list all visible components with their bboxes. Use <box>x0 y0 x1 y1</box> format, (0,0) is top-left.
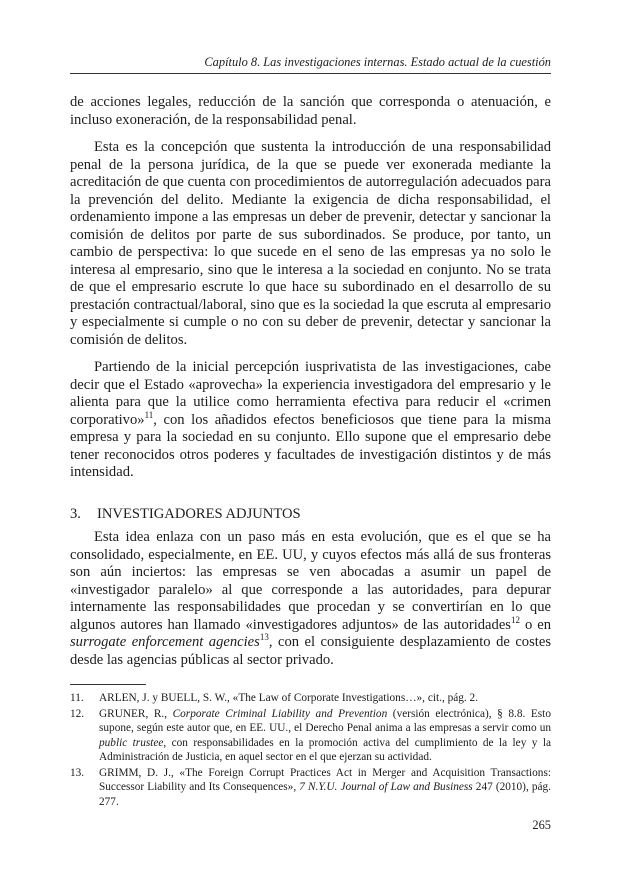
page-number: 265 <box>532 818 551 832</box>
paragraph-text: Esta idea enlaza con un paso más en esta evolución, que es el que se ha consolidado, especialmente, en EE. UU, y cuyos efectos más allá de sus fronteras son aún inciertos: las empresas se ven abocadas a asumir un papel de «investigador paralelo» al que corresponde a las autoridades, para depurar internamente las responsabilidades que procedan y se convertirían en lo que algunos autores han llamado «investigadores adjuntos» de las autoridades <box>70 529 551 633</box>
footnote-11 <box>70 691 551 706</box>
footnotes <box>70 691 551 809</box>
footnote-number: 12. <box>70 707 85 720</box>
footnote-text-part: , con responsabilidades en la promoción activa del cumplimiento de la ley y la Administración de Justicia, en aquel sector en el que ejerzan su actividad. <box>99 736 551 763</box>
paragraph-text: , con los añadidos efectos beneficiosos que tiene para la misma empresa y para la sociedad en su conjunto. Ello supone que el empresario debe tener reconocidos otros poderes y facultades de investigación distintos y de más intensidad. <box>70 411 551 480</box>
footnote-12 <box>70 707 551 765</box>
paragraph-text: Partiendo de la inicial percepción iusprivatista de las investigaciones, cabe decir que el Estado «aprovecha» la experiencia investigadora del empresario y le alienta para que la utilice como herramienta efectiva para reducir el «crimen corporativo» <box>70 359 551 428</box>
footnote-ref-13[interactable]: 13 <box>259 632 269 643</box>
footnote-italic: Corporate Criminal Liability and Prevention <box>172 707 388 720</box>
footnote-number: 11. <box>70 692 84 704</box>
paragraph-concepcion: Esta es la concepción que sustenta la introducción de una responsabilidad penal de la persona jurídica, de la que se puede ver exonerada mediante la acreditación de que cuenta con procedimientos de autorregulación adecuados para la prevención del delito. Mediante la exigencia de dicha responsabilidad, el ordenamiento impone a las empresas un deber de prevenir, detectar y sancionar la comisión de delitos por parte de sus subordinados. Se produce, por tanto, un cambio de perspectiva: lo que sucede en el seno de las empresas ya no solo le interesa al empresario, sino que le interesa a la sociedad en conjunto. No se trata de que el empresario escrute lo que hace su subordinado en el desarrollo de su prestación contractual/laboral, sino que es la sociedad la que escruta al empresario y especialmente si cumple o no con su deber de prevenir, detectar y sancionar la comisión de delitos. <box>70 139 551 348</box>
paragraph-text: o en <box>519 616 551 633</box>
section-number: 3. <box>70 505 81 522</box>
footnote-13 <box>70 766 551 810</box>
footnote-text-part: ARLEN, J. y BUELL, S. W., «The Law of Corporate Investigations…», cit., pág. 2. <box>99 692 479 704</box>
section-heading <box>70 506 551 524</box>
footnote-text <box>99 766 551 810</box>
main-text <box>70 94 551 810</box>
section-title: INVESTIGADORES ADJUNTOS <box>97 505 301 522</box>
footnote-italic: public trustee <box>99 736 164 749</box>
footnote-separator <box>70 684 146 685</box>
footnote-ref-11[interactable]: 11 <box>144 409 154 420</box>
footnote-text <box>99 707 551 765</box>
footnote-text <box>99 691 551 706</box>
footnote-text-part: GRIMM, D. J., «The Foreign Corrupt Practices Act in Merger and Acquisition Transactions: Successor Liability and Its Consequences», <box>99 766 551 793</box>
footnote-number: 13. <box>70 766 85 779</box>
footnote-italic: 7 N.Y.U. Journal of Law and Business <box>299 781 473 793</box>
footnote-text-part: GRUNER, R., <box>99 707 173 720</box>
paragraph-text: , con el consiguiente desplazamiento de costes desde las agencias públicas al sector privado. <box>70 634 551 668</box>
italic-term: surrogate enforcement agencies <box>70 634 260 650</box>
header-rule <box>70 73 551 74</box>
footnote-text-part: (versión electrónica), § 8.8. Esto supone, según este autor que, en EE. UU., el Derecho Penal anima a las empresas a servir como un <box>99 707 551 734</box>
paragraph-iusprivatista <box>70 359 551 482</box>
running-header: Capítulo 8. Las investigaciones internas. Estado actual de la cuestión <box>204 55 551 69</box>
paragraph-continuation: de acciones legales, reducción de la sanción que corresponda o atenuación, e incluso exoneración, de la responsabilidad penal. <box>70 94 551 128</box>
footnote-ref-12[interactable]: 12 <box>510 614 520 625</box>
footnote-text-part: 247 (2010), pág. 277. <box>99 781 551 808</box>
paragraph-investigadores <box>70 529 551 669</box>
